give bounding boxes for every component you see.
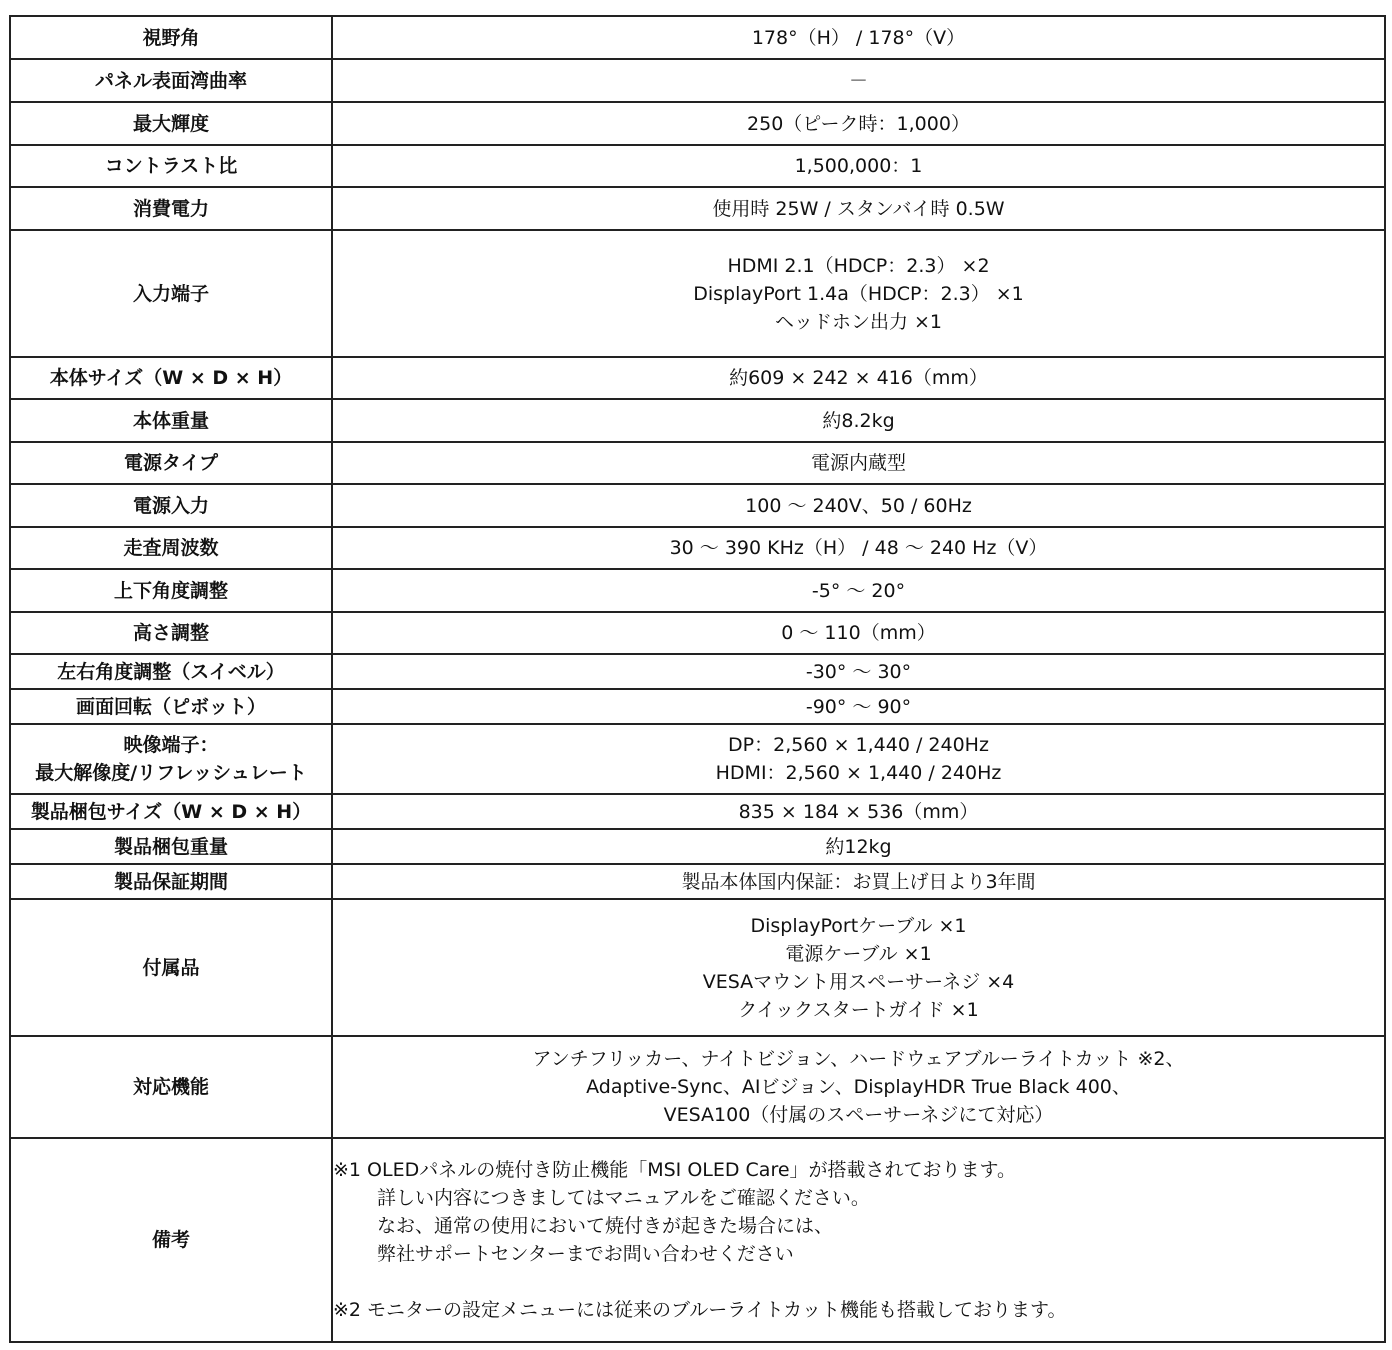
row-label: 画面回転（ピボット） — [10, 689, 332, 724]
table-row — [10, 899, 1385, 1036]
row-label: 走査周波数 — [10, 527, 332, 569]
value-line: DP：2,560 × 1,440 / 240Hz — [728, 734, 989, 756]
row-label — [10, 724, 332, 794]
row-value — [332, 16, 1385, 59]
row-label: 最大輝度 — [10, 102, 332, 145]
row-label: 視野角 — [10, 16, 332, 59]
value-line: ヘッドホン出力 ×1 — [774, 310, 943, 333]
row-label: 上下角度調整 — [10, 569, 332, 612]
label-line: 映像端子： — [123, 734, 219, 756]
row-value — [332, 59, 1385, 102]
table-row — [10, 399, 1385, 442]
table-row — [10, 102, 1385, 145]
row-label: 高さ調整 — [10, 612, 332, 654]
row-label: パネル表面湾曲率 — [10, 59, 332, 102]
value-line: -30° ～ 30° — [805, 660, 912, 683]
row-value — [332, 442, 1385, 484]
note-line — [333, 1268, 1384, 1296]
value-line: VESA100（付属のスペーサーネジにて対応） — [663, 1104, 1054, 1126]
value-line: 0 ～ 110（mm） — [781, 622, 936, 644]
row-value — [332, 187, 1385, 230]
table-row — [10, 187, 1385, 230]
row-value — [332, 145, 1385, 187]
row-label: 左右角度調整（スイベル） — [10, 654, 332, 689]
row-label: 本体サイズ（W × D × H） — [10, 357, 332, 399]
value-line: 約12kg — [825, 835, 892, 858]
table-row — [10, 442, 1385, 484]
row-value — [332, 230, 1385, 357]
row-label: 製品保証期間 — [10, 864, 332, 899]
table-row — [10, 59, 1385, 102]
row-value — [332, 829, 1385, 864]
value-line: 約8.2kg — [822, 409, 895, 432]
value-line: HDMI 2.1（HDCP：2.3） ×2 — [727, 254, 990, 277]
row-label: 製品梱包重量 — [10, 829, 332, 864]
table-row — [10, 829, 1385, 864]
row-value — [332, 102, 1385, 145]
note-line: 詳しい内容につきましてはマニュアルをご確認ください。 — [333, 1187, 870, 1209]
table-row — [10, 1036, 1385, 1138]
row-label: 備考 — [10, 1138, 332, 1342]
row-label: 製品梱包サイズ（W × D × H） — [10, 794, 332, 829]
row-label: 対応機能 — [10, 1036, 332, 1138]
row-label: コントラスト比 — [10, 145, 332, 187]
table-row — [10, 145, 1385, 187]
table-row — [10, 612, 1385, 654]
row-value — [332, 724, 1385, 794]
row-value — [332, 612, 1385, 654]
label-line: 最大解像度/リフレッシュレート — [35, 762, 307, 784]
value-line: DisplayPortケーブル ×1 — [750, 914, 967, 937]
note-line: なお、通常の使用において焼付きが起きた場合には、 — [333, 1215, 834, 1237]
value-line: -90° ～ 90° — [805, 695, 912, 718]
row-value — [332, 689, 1385, 724]
row-value — [332, 399, 1385, 442]
value-line: アンチフリッカー、ナイトビジョン、ハードウェアブルーライトカット ※2、 — [532, 1048, 1185, 1070]
table-row — [10, 794, 1385, 829]
value-line: HDMI：2,560 × 1,440 / 240Hz — [715, 762, 1002, 784]
table-row — [10, 484, 1385, 527]
table-row — [10, 864, 1385, 899]
row-value — [332, 1036, 1385, 1138]
value-line: 30 ～ 390 KHz（H） / 48 ～ 240 Hz（V） — [669, 537, 1048, 559]
row-value — [332, 484, 1385, 527]
value-line: 製品本体国内保証：お買上げ日より3年間 — [681, 870, 1036, 893]
row-value — [332, 357, 1385, 399]
table-row — [10, 527, 1385, 569]
row-label: 付属品 — [10, 899, 332, 1036]
value-line: 835 × 184 × 536（mm） — [738, 800, 979, 823]
value-line: 100 ～ 240V、50 / 60Hz — [745, 494, 972, 517]
row-value — [332, 654, 1385, 689]
row-value — [332, 1138, 1385, 1342]
value-line: 250（ピーク時：1,000） — [747, 112, 970, 135]
row-label: 入力端子 — [10, 230, 332, 357]
value-line: VESAマウント用スペーサーネジ ×4 — [702, 970, 1015, 993]
value-line: 約609 × 242 × 416（mm） — [729, 367, 988, 389]
row-value — [332, 569, 1385, 612]
table-row — [10, 724, 1385, 794]
row-value — [332, 899, 1385, 1036]
value-line: 1,500,000：1 — [794, 155, 923, 177]
value-line: Adaptive-Sync、AIビジョン、DisplayHDR True Black 400、 — [586, 1076, 1131, 1098]
table-row — [10, 357, 1385, 399]
spec-table — [9, 15, 1386, 1343]
row-label: 電源入力 — [10, 484, 332, 527]
table-row — [10, 569, 1385, 612]
table-row — [10, 689, 1385, 724]
note-line: ※2 モニターの設定メニューには従来のブルーライトカット機能も搭載しております。 — [333, 1299, 1067, 1321]
value-line: クイックスタートガイド ×1 — [738, 998, 979, 1021]
row-value — [332, 527, 1385, 569]
value-line: 使用時 25W / スタンバイ時 0.5W — [712, 197, 1005, 220]
value-line: 電源内蔵型 — [810, 452, 906, 474]
row-label: 消費電力 — [10, 187, 332, 230]
value-line: DisplayPort 1.4a（HDCP：2.3） ×1 — [693, 282, 1024, 305]
note-line: 弊社サポートセンターまでお問い合わせください — [333, 1243, 794, 1265]
value-line: 178°（H） / 178°（V） — [751, 26, 966, 49]
table-row — [10, 16, 1385, 59]
row-value — [332, 794, 1385, 829]
row-value — [332, 864, 1385, 899]
table-row — [10, 1138, 1385, 1342]
table-row — [10, 230, 1385, 357]
value-line: － — [848, 69, 868, 92]
table-row — [10, 654, 1385, 689]
note-line: ※1 OLEDパネルの焼付き防止機能「MSI OLED Care」が搭載されております。 — [333, 1159, 1017, 1181]
value-line: 電源ケーブル ×1 — [785, 942, 932, 965]
row-label: 電源タイプ — [10, 442, 332, 484]
row-label: 本体重量 — [10, 399, 332, 442]
value-line: -5° ～ 20° — [811, 579, 906, 602]
